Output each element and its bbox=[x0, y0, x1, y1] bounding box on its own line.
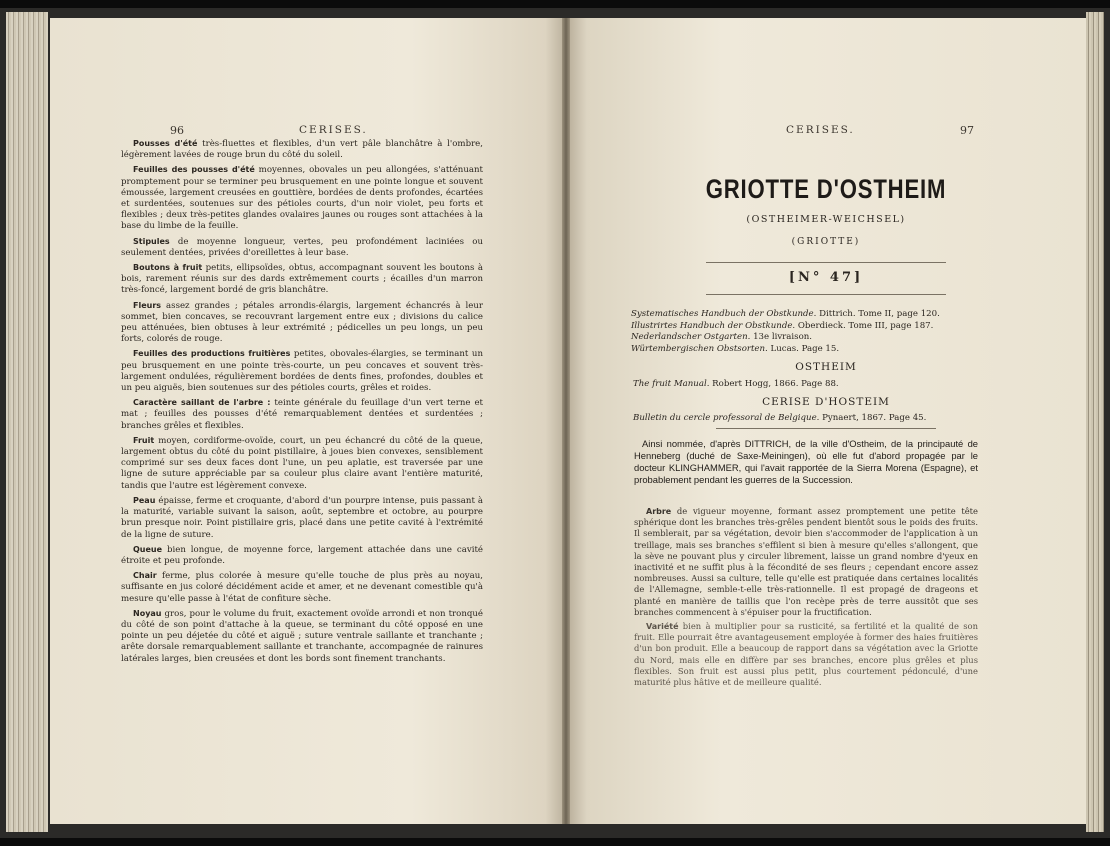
reference-pynaert bbox=[633, 413, 963, 423]
article-synonym: (GRIOTTE) bbox=[791, 237, 861, 247]
paragraph bbox=[121, 300, 483, 346]
paragraph-text: moyennes, obovales un peu allongées, s'atténuant promptement pour se terminer peu brusquement en une pointe longue et souvent émoussée, largement creusées en gouttière, bordées de dents profondes, écartées et surdentées, soutenues sur des pétioles courts, d'un noir violet, peu forts et flexibles ; deux très-petites glandes ovalaires jaunes ou rouges sont attachées à la base du limbe de la feuille. bbox=[121, 165, 483, 232]
paragraph-text: petits, ellipsoïdes, obtus, accompagnant souvent les boutons à bois, rarement réunis sur des dards extrêmement courts ; écailles d'un marron très-foncé, largement bordé de gris blanchâtre. bbox=[121, 263, 483, 296]
paragraph-text: assez grandes ; pétales arrondis-élargis, largement échancrés à leur sommet, bien concaves, se recouvrant largement entre eux ; divisions du calice peu atténuées, bien obtuses à leur extrémité ; pédicelles un peu longs, un peu forts, colorés de rouge. bbox=[121, 300, 483, 345]
paragraph-text: teinte générale du feuillage d'un vert terne et mat ; feuilles des pousses d'été remarquablement dentées et surdentées ; branches grêles et flexibles. bbox=[121, 398, 484, 431]
number-rule bbox=[706, 294, 946, 295]
reference-work: Illustrirtes Handbuch der Obstkunde. bbox=[631, 320, 796, 331]
paragraph bbox=[121, 435, 483, 492]
title-rule bbox=[706, 262, 946, 263]
reference-hogg-info: Robert Hogg, 1866. Page 88. bbox=[709, 379, 839, 389]
paragraph-text: épaisse, ferme et croquante, d'abord d'un pourpre intense, puis passant à la maturité, variable suivant la saison, août, septembre et octobre, au pourpre brun presque noir. Point pistillaire gris, placé dans une petite cavité à l'extrémité de la ligne de suture. bbox=[121, 495, 483, 540]
paragraph bbox=[121, 348, 483, 394]
paragraph-term: Boutons à fruit bbox=[133, 263, 203, 273]
section-cerise-hosteim: CERISE D'HOSTEIM bbox=[762, 396, 890, 408]
paragraph-term: Fruit bbox=[133, 435, 155, 445]
reference-info: 13e livraison. bbox=[750, 332, 813, 342]
left-page-body bbox=[121, 138, 483, 668]
paragraph bbox=[121, 236, 483, 259]
paragraph bbox=[634, 506, 978, 618]
paragraph-text: très-fluettes et flexibles, d'un vert pâle blanchâtre à l'ombre, légèrement lavées de rouge brun du côté du soleil. bbox=[121, 139, 483, 161]
paragraph-term: Variété bbox=[646, 622, 679, 632]
reference-entry bbox=[631, 321, 951, 333]
paragraph bbox=[634, 621, 978, 688]
introduction-text: Ainsi nommée, d'après DITTRICH, de la ville d'Ostheim, de la principauté de Henneberg (duché de Saxe-Meiningen), où elle fut d'abord propagée par le docteur KLINGHAMMER, qui l'avait rapportée de la Sierra Morena (Espagne), et probablement pendant les guerres de la Succession. bbox=[634, 438, 978, 485]
section-ostheim: OSTHEIM bbox=[795, 361, 857, 373]
introduction-paragraph bbox=[634, 438, 978, 486]
paragraph-term: Stipules bbox=[133, 236, 170, 246]
paragraph-term: Noyau bbox=[133, 608, 162, 618]
paragraph-term: Feuilles des productions fruitières bbox=[133, 349, 291, 359]
paragraph bbox=[121, 570, 483, 605]
paragraph bbox=[121, 495, 483, 541]
reference-work: Systematisches Handbuch der Obstkunde. bbox=[631, 309, 817, 319]
reference-hogg bbox=[633, 379, 963, 389]
right-running-head: CERISES. bbox=[786, 124, 855, 136]
reference-entry bbox=[631, 309, 951, 321]
paragraph-text: moyen, cordiforme-ovoïde, court, un peu échancré du côté de la queue, largement obtus du côté du point pistillaire, à joues bien convexes, sensiblement comprimé sur ses deux faces dont l'une, un peu aplatie, est traversée par une ligne de suture appréciable par sa couleur plus claire avant l'entière maturité, tandis que l'autre est légèrement convexe. bbox=[121, 435, 483, 491]
left-running-head: CERISES. bbox=[299, 124, 368, 136]
intro-rule bbox=[716, 428, 936, 429]
left-page-edges bbox=[6, 12, 48, 832]
paragraph bbox=[121, 544, 483, 567]
paragraph-term: Feuilles des pousses d'été bbox=[133, 165, 255, 175]
book-gutter bbox=[562, 18, 570, 824]
paragraph-text: ferme, plus colorée à mesure qu'elle touche de plus près au noyau, suffisante en jus coloré décidément acide et amer, et ne devenant comestible qu'à mesure qu'elle passe à l'état de confiture sèche. bbox=[121, 571, 483, 604]
paragraph-text: de moyenne longueur, vertes, peu profondément laciniées ou seulement dentées, privées d'oreillettes à leur base. bbox=[121, 236, 483, 258]
paragraph-term: Caractère saillant de l'arbre : bbox=[133, 398, 271, 408]
paragraph-term: Arbre bbox=[646, 507, 672, 516]
reference-info: Lucas. Page 15. bbox=[767, 343, 840, 354]
right-page-body bbox=[634, 506, 978, 691]
paragraph bbox=[121, 608, 483, 665]
reference-info: Dittrich. Tome II, page 120. bbox=[816, 309, 940, 319]
paragraph-term: Fleurs bbox=[133, 300, 162, 310]
article-subtitle: (OSTHEIMER-WEICHSEL) bbox=[746, 214, 906, 225]
paragraph-text: gros, pour le volume du fruit, exactement ovoïde arrondi et non tronqué du côté de son point d'attache à la queue, se terminant du côté opposé en une pointe un peu déjetée du côté et aiguë ; suture ventrale saillante et tranchante ; arête dorsale remarquablement saillante et tranchante, accompagnée de rainures latérales larges, bien creusées et dont les bords sont finement tranchants. bbox=[121, 608, 483, 664]
right-page-number: 97 bbox=[960, 124, 974, 137]
paragraph-term: Peau bbox=[133, 495, 156, 505]
paragraph-term: Chair bbox=[133, 571, 157, 581]
reference-entry bbox=[631, 344, 951, 356]
right-page-edges bbox=[1086, 12, 1104, 832]
reference-pynaert-info: Pynaert, 1867. Page 45. bbox=[819, 413, 927, 423]
reference-entry bbox=[631, 332, 951, 344]
left-page-number: 96 bbox=[170, 124, 184, 137]
variety-number: [N° 47] bbox=[788, 270, 864, 285]
paragraph-term: Pousses d'été bbox=[133, 139, 198, 148]
bibliography-list bbox=[631, 309, 951, 355]
reference-hogg-work: The fruit Manual. bbox=[633, 379, 710, 389]
reference-work: Nederlandscher Ostgarten. bbox=[631, 332, 751, 342]
paragraph-text: bien longue, de moyenne force, largement attachée dans une cavité étroite et peu profonde. bbox=[121, 544, 483, 566]
paragraph bbox=[121, 397, 483, 432]
reference-work: Würtembergischen Obstsorten. bbox=[631, 343, 768, 354]
paragraph bbox=[121, 262, 483, 297]
paragraph-text: bien à multiplier pour sa rusticité, sa fertilité et la qualité de son fruit. Elle pourrait être avantageusement employée à former des haies fruitières d'un bon produit. Elle a beaucoup de rapport dans sa végétation avec la Griotte du Nord, mais elle en diffère par ses branches, encore plus grêles et plus flexibles. Son fruit est aussi plus petit, plus courtement pédonculé, d'une maturité plus hâtive et de meilleure qualité. bbox=[634, 621, 978, 688]
paragraph-term: Queue bbox=[133, 544, 163, 554]
reference-pynaert-work: Bulletin du cercle professoral de Belgique. bbox=[633, 413, 820, 423]
paragraph-text: petites, obovales-élargies, se terminant un peu brusquement en une pointe très-courte, un peu concaves et souvent très-largement ondulées, régulièrement bordées de dents fines, profondes, doubles et un peu aiguës, bien soutenues sur des pétioles courts, grêles et roides. bbox=[121, 349, 483, 394]
paragraph bbox=[121, 164, 483, 232]
paragraph bbox=[121, 138, 483, 161]
reference-info: Oberdieck. Tome III, page 187. bbox=[795, 320, 934, 331]
paragraph-text: de vigueur moyenne, formant assez promptement une petite tête sphérique dont les branches très-grêles pendent bientôt sous le poids des fruits. Il semblerait, par sa végétation, devoir bien s'accommoder de l'application à un treillage, mais ses branches s'effilent si bien à mesure qu'elles s'allongent, que la sève ne pouvant plus y circuler librement, laisse un grand nombre d'yeux en inactivité et ne suffit plus à la fécondité de ses fleurs ; cependant encore assez nombreuses. Aussi sa culture, telle qu'elle est pratiquée dans certaines localités de l'Allemagne, semble-t-elle très-rationnelle. Il est propagé de drageons et planté en manière de taillis que l'on recèpe près de terre aussitôt que ses branches commencent à s'épuiser pour la fructification. bbox=[634, 506, 978, 617]
article-title: GRIOTTE D'OSTHEIM bbox=[705, 174, 947, 204]
